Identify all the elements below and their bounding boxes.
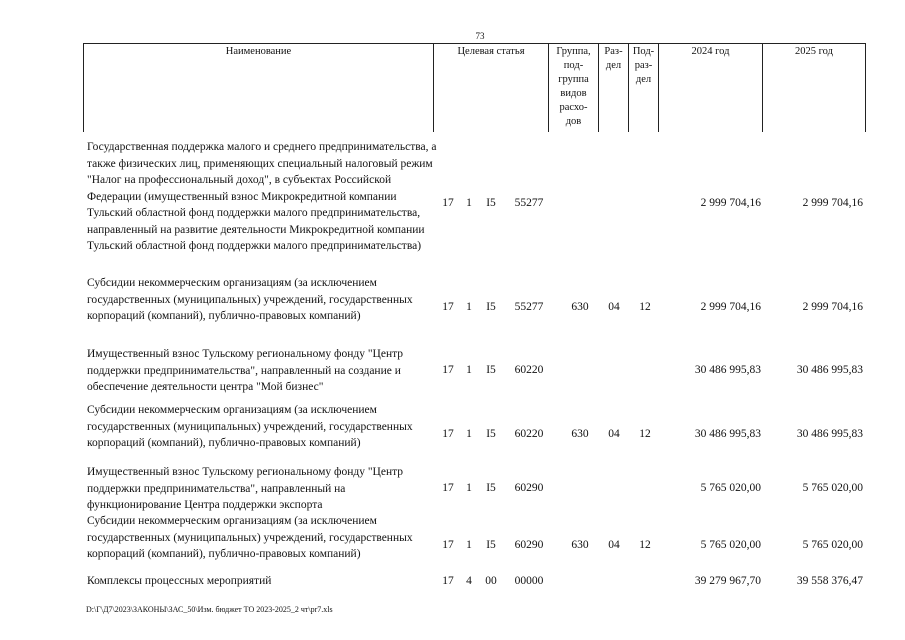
target-code-3: 00 <box>485 575 497 587</box>
header-subsection: Под- раз- дел <box>628 43 658 132</box>
target-code-3: I5 <box>486 364 496 376</box>
value-2024: 39 279 967,70 <box>694 575 761 587</box>
row-name: Имущественный взнос Тульскому региональному фонду "Центр поддержки предпринимательства", направленный на создание и обеспечение деятельности центра "Мой бизнес" <box>87 348 404 393</box>
target-code-4: 55277 <box>514 197 544 209</box>
expense-group: 630 <box>571 428 589 440</box>
subsection: 12 <box>639 539 651 551</box>
target-code-1: 17 <box>442 364 454 376</box>
expense-group: 630 <box>571 301 589 313</box>
header-expense-group: Группа, под- группа видов расхо- дов <box>548 43 598 132</box>
value-2025: 30 486 995,83 <box>796 428 863 440</box>
expense-group: 630 <box>571 539 589 551</box>
value-2025: 2 999 704,16 <box>802 197 863 209</box>
target-code-2: 1 <box>466 482 472 494</box>
row-name: Комплексы процессных мероприятий <box>87 575 272 587</box>
target-code-3: I5 <box>486 428 496 440</box>
table-row <box>83 513 866 579</box>
value-2025: 5 765 020,00 <box>802 539 863 551</box>
value-2025: 2 999 704,16 <box>802 301 863 313</box>
value-2025: 5 765 020,00 <box>802 482 863 494</box>
target-code-4: 60290 <box>514 482 544 494</box>
row-name: Субсидии некоммерческим организациям (за исключением государственных (муниципальных) учреждений, государственных корпораций (компаний), публично-правовых компаний) <box>87 404 413 449</box>
header-target-article: Целевая статья <box>433 43 548 132</box>
table-row <box>83 573 866 591</box>
section: 04 <box>608 539 620 551</box>
value-2024: 2 999 704,16 <box>700 301 761 313</box>
target-code-3: I5 <box>486 482 496 494</box>
target-code-1: 17 <box>442 197 454 209</box>
value-2024: 30 486 995,83 <box>694 428 761 440</box>
target-code-1: 17 <box>442 301 454 313</box>
table-row <box>83 346 866 396</box>
target-code-1: 17 <box>442 428 454 440</box>
target-code-4: 00000 <box>514 575 544 587</box>
value-2024: 2 999 704,16 <box>700 197 761 209</box>
target-code-2: 1 <box>466 197 472 209</box>
target-code-2: 1 <box>466 364 472 376</box>
table-row <box>83 464 866 514</box>
value-2024: 5 765 020,00 <box>700 482 761 494</box>
section: 04 <box>608 428 620 440</box>
subsection: 12 <box>639 428 651 440</box>
table-row <box>83 275 866 341</box>
target-code-2: 4 <box>466 575 472 587</box>
target-code-3: I5 <box>486 197 496 209</box>
page-number: 73 <box>475 31 485 41</box>
subsection: 12 <box>639 301 651 313</box>
header-section: Раз- дел <box>598 43 628 132</box>
target-code-3: I5 <box>486 301 496 313</box>
target-code-4: 60220 <box>514 364 544 376</box>
value-2024: 5 765 020,00 <box>700 539 761 551</box>
table-row <box>83 402 866 468</box>
target-code-2: 1 <box>466 301 472 313</box>
target-code-2: 1 <box>466 428 472 440</box>
header-year-2024: 2024 год <box>658 43 762 132</box>
row-name: Государственная поддержка малого и среднего предпринимательства, а также физических лиц, применяющих специальный налоговый режим "Налог на профессиональный доход", в субъектах Российской Федерации (имущественный взнос Микрокредитной компании Тульский областной фонд поддержки малого предпринимательства, направленный на развитие деятельности Микрокредитной компании Тульский областной фонд поддержки малого предпринимательства) <box>87 141 437 252</box>
table-row <box>83 139 866 267</box>
target-code-2: 1 <box>466 539 472 551</box>
row-name: Субсидии некоммерческим организациям (за исключением государственных (муниципальных) учреждений, государственных корпораций (компаний), публично-правовых компаний) <box>87 515 413 560</box>
row-name: Субсидии некоммерческим организациям (за исключением государственных (муниципальных) учреждений, государственных корпораций (компаний), публично-правовых компаний) <box>87 277 413 322</box>
section: 04 <box>608 301 620 313</box>
target-code-1: 17 <box>442 539 454 551</box>
footer-file-path: D:\Г\Д7\2023\ЗАКОНЫ\ЗАС_50\Изм. бюджет ТО 2023-2025_2 чт\pr7.xls <box>86 605 333 614</box>
target-code-4: 60290 <box>514 539 544 551</box>
value-2025: 30 486 995,83 <box>796 364 863 376</box>
header-year-2025: 2025 год <box>762 43 866 132</box>
value-2024: 30 486 995,83 <box>694 364 761 376</box>
target-code-1: 17 <box>442 482 454 494</box>
target-code-1: 17 <box>442 575 454 587</box>
value-2025: 39 558 376,47 <box>796 575 863 587</box>
target-code-4: 60220 <box>514 428 544 440</box>
row-name: Имущественный взнос Тульскому региональному фонду "Центр поддержки предпринимательства", направленный на функционирование Центра поддержки экспорта <box>87 466 404 511</box>
target-code-3: I5 <box>486 539 496 551</box>
target-code-4: 55277 <box>514 301 544 313</box>
header-name: Наименование <box>83 43 433 132</box>
